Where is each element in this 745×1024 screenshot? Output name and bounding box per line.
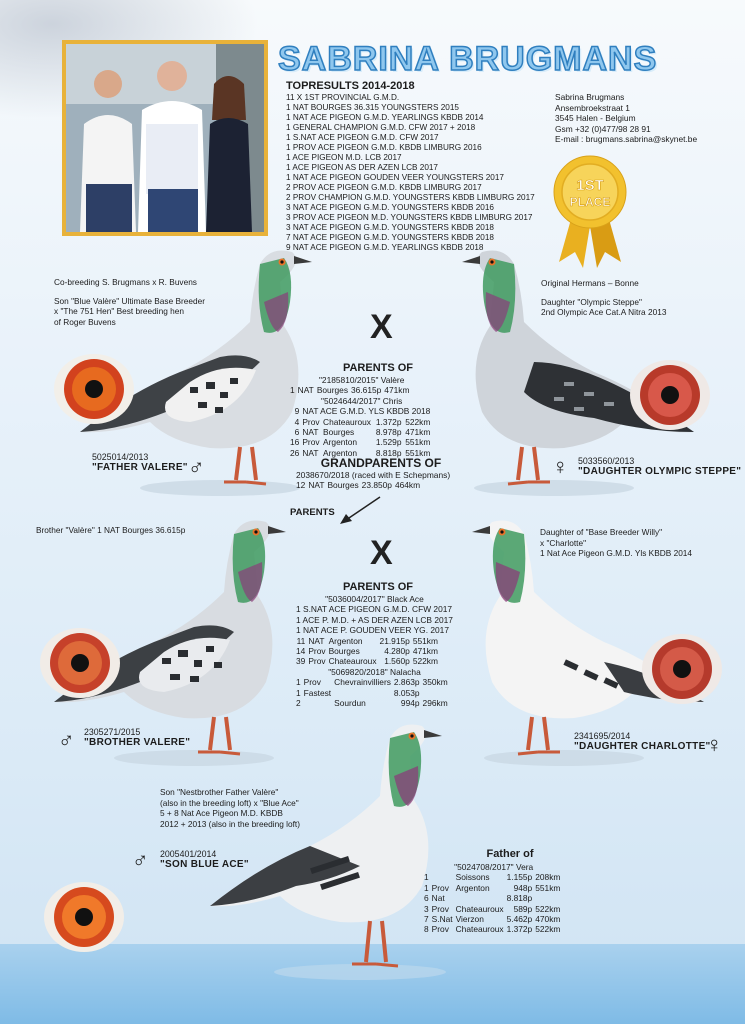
result-line: 1 ACE PIGEON M.D. LCB 2017 [286, 153, 402, 162]
result-cell: 470km [535, 914, 561, 925]
result-cell: 8.053p [393, 687, 420, 698]
result-cell: 1.560p [384, 656, 410, 667]
result-cell: 1.372p [506, 924, 533, 935]
result-cell: 21.915p [379, 635, 410, 646]
pair2-results [296, 594, 453, 708]
result-cell: NAT [308, 635, 325, 646]
result-cell: 208km [535, 872, 561, 883]
team-photo-illustration [66, 44, 264, 232]
note-line: Son "Blue Valère" Ultimate Base Breeder [54, 295, 206, 306]
title-line: 1 S.NAT ACE PIGEON G.M.D. CFW 2017 [296, 604, 453, 615]
contact-name: Sabrina Brugmans [555, 92, 625, 102]
result-row [424, 872, 563, 882]
result-cell [535, 893, 563, 903]
note-line: Co-breeding S. Brugmans x R. Buvens [54, 277, 197, 287]
parents-heading: PARENTS OF [342, 362, 414, 374]
result-cell: 5.462p [506, 914, 533, 925]
eye-daughter-steppe-icon [628, 358, 712, 432]
result-cell: Prov [431, 882, 449, 893]
cross-symbol: X [370, 308, 393, 346]
result-row [296, 636, 441, 646]
result-cell: Chateauroux [455, 924, 504, 935]
pigeon-name: "BROTHER VALERE" [84, 737, 191, 748]
result-row [424, 904, 563, 914]
result-cell: 296km [422, 698, 448, 709]
ring-number: 5033560/2013 [578, 456, 635, 466]
result-cell: 26 [290, 447, 300, 458]
result-cell: NAT ACE G.M.D. YLS KBDB 2018 [302, 406, 431, 417]
result-cell: 464km [394, 480, 421, 491]
result-line: 3 PROV ACE PIGEON M.D. YOUNGSTERS KBDB LIMBURG 2017 [286, 213, 533, 222]
result-cell: Bourges [316, 385, 349, 396]
result-cell: NAT [302, 427, 319, 438]
father-of-heading: Father of [486, 848, 534, 860]
result-cell: Prov [302, 416, 320, 427]
result-row [424, 893, 563, 903]
result-line: 1 PROV ACE PIGEON G.M.D. KBDB LIMBURG 2016 [286, 143, 482, 152]
result-cell: 350km [422, 677, 448, 688]
child-name: "5036004/2017" Black Ace [325, 594, 424, 604]
result-cell: Chevrainvilliers [334, 677, 391, 688]
result-cell: 39 [296, 656, 306, 667]
result-line: 7 NAT ACE PIGEON G.M.D. YOUNGSTERS KBDB 2018 [286, 233, 494, 242]
note-line: x "The 751 Hen" Best breeding hen [54, 306, 184, 316]
result-cell: Argenton [328, 635, 363, 646]
result-cell [432, 872, 456, 882]
result-cell: 1 [296, 677, 301, 688]
ring-number: 5025014/2013 [92, 452, 149, 462]
result-row [424, 883, 563, 893]
note-line: (also in the breeding loft) x "Blue Ace" [160, 797, 299, 808]
contact-street: Ansembroekstraat 1 [555, 102, 630, 113]
result-cell [423, 688, 451, 698]
child-name: "2185810/2015" Valère [318, 375, 405, 385]
topresults-heading: TOPRESULTS 2014-2018 [286, 80, 415, 92]
note-line: Son "Nestbrother Father Valère" [160, 787, 279, 797]
result-cell: Nat [431, 893, 445, 904]
note-line: Daughter of "Base Breeder Willy" [540, 527, 663, 537]
result-cell: Vierzon [455, 914, 484, 925]
result-cell: Argenton [323, 447, 358, 458]
result-line: 3 NAT ACE PIGEON G.M.D. YOUNGSTERS KBDB 2016 [286, 203, 494, 212]
pigeon-name: "SON BLUE ACE" [160, 859, 249, 870]
son-results [424, 862, 563, 935]
daughter-steppe-ring [578, 456, 741, 477]
result-table [290, 385, 412, 395]
badge-line2: PLACE [569, 195, 611, 209]
result-cell: 1.372p [375, 416, 402, 427]
result-cell: 8.978p [375, 427, 402, 438]
result-cell: 522km [535, 924, 561, 935]
result-row [290, 406, 433, 416]
arrow-icon [336, 494, 384, 526]
result-line: 11 X 1ST PROVINCIAL G.M.D. [286, 93, 400, 102]
result-cell: Prov [431, 924, 449, 935]
result-cell: 1 [424, 882, 429, 893]
result-cell: 551km [405, 447, 431, 458]
team-photo [62, 40, 268, 236]
result-table [296, 480, 423, 490]
result-row [296, 698, 451, 708]
result-cell: 8.818p [506, 893, 533, 904]
female-symbol: ♀ [552, 454, 569, 479]
result-line: 1 GENERAL CHAMPION G.M.D. CFW 2017 + 2018 [286, 123, 476, 132]
result-table [296, 636, 441, 667]
result-cell: NAT [308, 480, 325, 491]
result-cell: Bourges [328, 646, 360, 657]
result-row [296, 656, 441, 666]
grandparents-heading: GRANDPARENTS OF [320, 456, 442, 470]
pair1-results [290, 375, 433, 458]
result-cell: 23.850p [361, 480, 392, 491]
result-line: 3 NAT ACE PIGEON G.M.D. YOUNGSTERS KBDB 2018 [286, 223, 494, 232]
result-cell: 6 [294, 427, 300, 438]
contact-email[interactable]: E-mail : brugmans.sabrina@skynet.be [555, 134, 698, 144]
result-cell: Bourges [323, 427, 355, 438]
result-cell: 471km [405, 427, 431, 438]
result-cell: 2 [296, 698, 301, 709]
note-line: Original Hermans – Bonne [541, 278, 639, 288]
cross-symbol: X [370, 534, 393, 572]
ring-number: 2341695/2014 [574, 731, 631, 741]
result-cell: 1 [290, 385, 295, 396]
male-symbol: ♂ [188, 454, 205, 479]
result-cell: 8.818p [375, 447, 402, 458]
result-cell: 1.155p [506, 872, 533, 883]
note-line: 2nd Olympic Ace Cat.A Nitra 2013 [541, 307, 667, 317]
result-cell: 7 [424, 914, 429, 925]
result-line: 1 ACE PIGEON AS DER AZEN LCB 2017 [286, 163, 438, 172]
result-line: 2 PROV ACE PIGEON G.M.D. KBDB LIMBURG 2017 [286, 183, 482, 192]
result-cell: 948p [513, 882, 533, 893]
pigeon-name: "DAUGHTER OLYMPIC STEPPE" [578, 466, 742, 477]
result-cell: 4.280p [384, 646, 410, 657]
result-cell: 3 [424, 903, 429, 914]
note-line: Daughter "Olympic Steppe" [541, 296, 642, 307]
result-cell: Prov [308, 646, 326, 657]
brother-valere-ring [84, 727, 190, 748]
result-cell: Chateauroux [328, 656, 377, 667]
note-line: Brother "Valère" 1 NAT Bourges 36.615p [36, 525, 186, 535]
result-cell: Sourdun [334, 698, 366, 709]
female-symbol: ♀ [706, 732, 723, 757]
result-cell: 994p [400, 698, 420, 709]
result-cell: 471km [384, 385, 410, 396]
eye-daughter-charlotte-icon [640, 632, 724, 706]
result-table [290, 406, 433, 458]
result-cell: 16 [290, 437, 300, 448]
pigeon-name: "FATHER VALERE" [92, 462, 188, 473]
result-cell: 14 [296, 646, 306, 657]
result-line: 1 NAT ACE PIGEON G.M.D. YEARLINGS KBDB 2014 [286, 113, 484, 122]
eye-son-blue-ace-icon [42, 880, 126, 954]
topresults-list [286, 93, 535, 253]
ring-number: 2305271/2015 [84, 727, 141, 737]
result-cell: Soissons [455, 872, 490, 883]
result-cell [456, 893, 507, 903]
result-cell [304, 698, 334, 708]
result-cell: Bourges [327, 480, 359, 491]
result-cell: Chateauroux [323, 416, 371, 427]
result-cell: 551km [405, 437, 431, 448]
result-row [296, 480, 423, 490]
arrow-label: PARENTS [290, 507, 335, 518]
result-row [296, 677, 451, 687]
result-cell [334, 688, 394, 698]
note-line: 1 Nat Ace Pigeon G.M.D. Yls KBDB 2014 [540, 548, 693, 558]
result-row [296, 646, 441, 656]
result-cell: 12 [296, 480, 306, 491]
result-cell: Prov [303, 677, 321, 688]
badge-line1: 1ST [576, 177, 604, 194]
eye-brother-valere-icon [38, 626, 122, 700]
contact-phone: Gsm +32 (0)477/98 28 91 [555, 123, 651, 134]
male-symbol: ♂ [58, 727, 75, 752]
result-cell: 471km [412, 646, 438, 657]
result-cell: Prov [431, 903, 449, 914]
result-cell: 551km [412, 635, 438, 646]
result-cell: Argenton [323, 437, 358, 448]
child-name: "5024708/2017" Vera [454, 862, 534, 872]
result-cell: 2.863p [393, 677, 420, 688]
result-cell: 36.615p [351, 385, 382, 396]
result-cell: 8 [424, 924, 429, 935]
result-cell: Argenton [455, 882, 490, 893]
male-symbol: ♂ [132, 847, 149, 872]
grandparents-results [296, 470, 450, 491]
result-row [424, 924, 563, 934]
result-cell: Prov [308, 656, 326, 667]
pigeon-son-blue-ace-illustration [190, 716, 460, 986]
grand-child: 2038670/2018 (raced with E Schepmans) [296, 470, 451, 480]
child-name: "5069820/2018" Nalacha [328, 666, 421, 677]
result-cell: 11 [296, 635, 306, 646]
result-line: 1 NAT ACE PIGEON GOUDEN VEER YOUNGSTERS 2017 [286, 173, 504, 182]
result-cell: S.Nat [431, 914, 453, 925]
title-line: 1 NAT ACE P. GOUDEN VEER YG. 2017 [296, 625, 449, 636]
result-line: 1 NAT BOURGES 36.315 YOUNGSTERS 2015 [286, 103, 459, 112]
eye-father-valere-icon [52, 352, 136, 426]
parents-heading: PARENTS OF [342, 581, 414, 593]
contact-info [555, 92, 697, 145]
daughter-charlotte-ring [574, 731, 711, 752]
result-cell: 4 [294, 416, 300, 427]
result-cell: NAT [297, 385, 314, 396]
result-cell: 1 [424, 872, 429, 883]
result-cell: Fastest [303, 687, 332, 698]
result-line: 9 NAT ACE PIGEON G.M.D. YEARLINGS KBDB 2018 [286, 243, 484, 252]
contact-city: 3545 Halen - Belgium [555, 113, 636, 123]
result-row [296, 688, 451, 698]
result-row [290, 437, 433, 447]
pigeon-name: "DAUGHTER CHARLOTTE" [574, 741, 711, 752]
title-line: 1 ACE P. M.D. + AS DER AZEN LCB 2017 [296, 614, 453, 625]
result-table [424, 872, 563, 934]
result-cell: 1 [296, 687, 301, 698]
father-valere-ring [92, 452, 188, 473]
note-line: 2012 + 2013 (also in the breeding loft) [160, 818, 300, 829]
result-table [296, 677, 451, 708]
result-cell: 9 [294, 406, 300, 417]
note-line: x "Charlotte" [540, 537, 587, 548]
result-cell: 522km [535, 903, 561, 914]
note-line: of Roger Buvens [54, 316, 116, 327]
page-title: SABRINA BRUGMANS [278, 40, 658, 78]
result-cell: 589p [513, 903, 533, 914]
child-name: "5024644/2017" Chris [320, 395, 403, 406]
result-row [290, 385, 412, 395]
result-cell: Prov [302, 437, 320, 448]
result-cell: NAT [302, 447, 319, 458]
result-line: 2 PROV CHAMPION G.M.D. YOUNGSTERS KBDB LIMBURG 2017 [286, 193, 535, 202]
result-row [290, 417, 433, 427]
result-row [290, 427, 433, 437]
note-line: 5 + 8 Nat Ace Pigeon M.D. KBDB [160, 808, 283, 818]
result-line: 1 S.NAT ACE PIGEON G.M.D. CFW 2017 [286, 133, 439, 142]
result-cell: 522km [412, 656, 438, 667]
result-row [424, 914, 563, 924]
result-cell: 6 [424, 893, 429, 904]
result-cell: 522km [405, 416, 431, 427]
result-cell: 1.529p [375, 437, 402, 448]
ring-number: 2005401/2014 [160, 849, 217, 859]
result-cell: 551km [535, 882, 561, 893]
result-cell: Chateauroux [455, 903, 504, 914]
